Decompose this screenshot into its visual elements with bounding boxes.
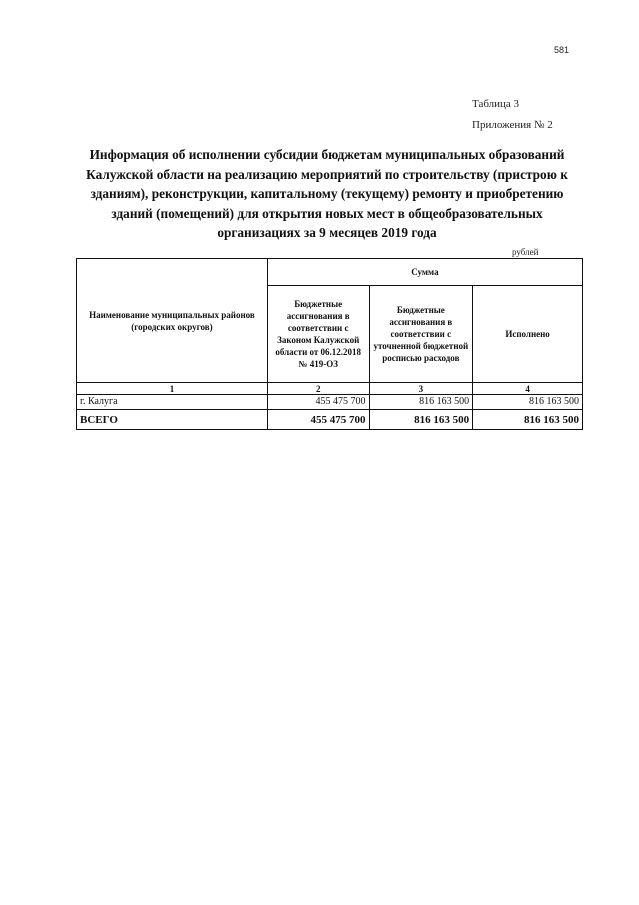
column-number-row xyxy=(77,383,583,395)
row-executed-value: 816 163 500 xyxy=(473,395,583,410)
subsidy-table xyxy=(76,258,583,430)
units-label: рублей xyxy=(512,247,539,257)
row-law-value: 455 475 700 xyxy=(267,395,369,410)
total-law-value: 455 475 700 xyxy=(267,410,369,430)
annex-label xyxy=(472,94,553,136)
annex-table-number: Таблица 3 xyxy=(472,98,520,110)
column-number: 3 xyxy=(369,383,473,395)
column-number: 2 xyxy=(267,383,369,395)
header-municipality: Наименование муниципальных районов (городских округов) xyxy=(77,259,268,383)
document-title: Информация об исполнении субсидии бюджетам муниципальных образований Калужской области на реализацию мероприятий по строительству (пристрою к зданиям), реконструкции, капитальному (текущему) ремонту и приобретению зданий (помещений) для открытия новых мест в общеобразовательных организациях за 9 месяцев 2019 года xyxy=(86,147,568,240)
total-executed-value: 816 163 500 xyxy=(473,410,583,430)
header-sum: Сумма xyxy=(267,259,582,286)
header-executed: Исполнено xyxy=(473,286,583,383)
total-label: ВСЕГО xyxy=(77,410,268,430)
header-row-top xyxy=(77,259,583,286)
total-row xyxy=(77,410,583,430)
header-law-appropriations: Бюджетные ассигнования в соответствии с Законом Калужской области от 06.12.2018 № 419-ОЗ xyxy=(267,286,369,383)
header-refined-appropriations: Бюджетные ассигнования в соответствии с уточненной бюджетной росписью расходов xyxy=(369,286,473,383)
column-number: 1 xyxy=(77,383,268,395)
row-refined-value: 816 163 500 xyxy=(369,395,473,410)
column-number: 4 xyxy=(473,383,583,395)
row-municipality: г. Калуга xyxy=(77,395,268,410)
annex-appendix-number: Приложения № 2 xyxy=(472,119,553,131)
page-number: 581 xyxy=(554,45,570,55)
total-refined-value: 816 163 500 xyxy=(369,410,473,430)
table-row xyxy=(77,395,583,410)
